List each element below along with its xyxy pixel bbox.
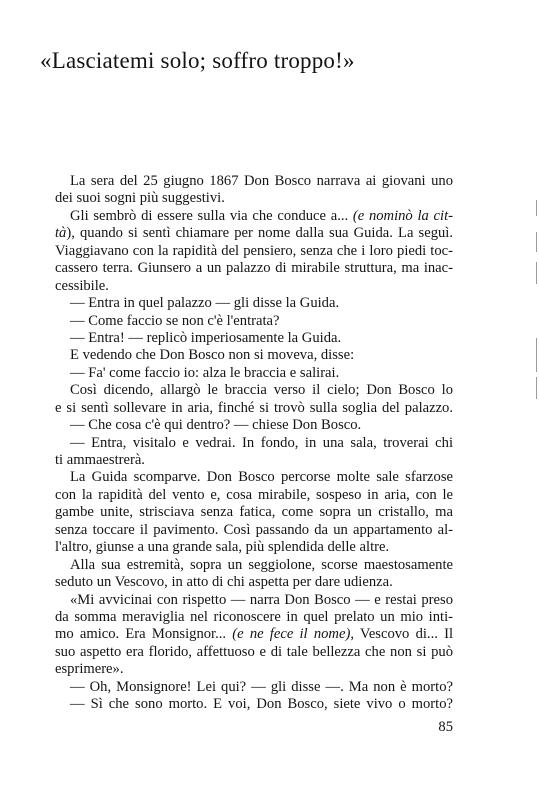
text-run: Viaggiavano con la rapidità del pensiero, senza che i loro piedi toc- xyxy=(55,242,453,259)
text-run: suo aspetto era florido, affettuoso e di tale bellezza che non si può xyxy=(55,643,453,660)
text-line xyxy=(55,365,453,382)
text-line xyxy=(55,260,453,277)
text-run: — Entra! — replicò imperiosamente la Guida. xyxy=(70,329,342,346)
text-line xyxy=(55,644,453,661)
text-run: E vedendo che Don Bosco non si moveva, disse: xyxy=(70,347,355,364)
text-run: — Oh, Monsignore! Lei qui? — gli disse —. Ma non è morto? xyxy=(70,678,453,695)
text-line xyxy=(55,417,453,434)
text-run: mo amico. Era Monsignor... xyxy=(55,626,233,643)
text-run: gambe unite, strisciava senza fatica, come sopra un cristallo, ma xyxy=(55,504,453,521)
text-line xyxy=(55,190,453,207)
text-line xyxy=(55,225,453,242)
text-line xyxy=(55,435,453,452)
text-run: seduto un Vescovo, in atto di chi aspetta per dare udienza. xyxy=(55,574,393,591)
text-run: Così dicendo, allargò le braccia verso il cielo; Don Bosco lo xyxy=(70,382,453,399)
text-run: dei suoi sogni più suggestivi. xyxy=(55,190,225,207)
text-run: — Entra in quel palazzo — gli disse la Guida. xyxy=(70,295,340,312)
text-line xyxy=(55,295,453,312)
italic-text: (e ne fece il nome) xyxy=(232,626,351,643)
text-run: La sera del 25 giugno 1867 Don Bosco narrava ai giovani uno xyxy=(70,173,453,189)
text-line xyxy=(55,452,453,469)
text-line xyxy=(55,679,453,696)
text-run: esprimere». xyxy=(55,661,124,678)
text-run: — Come faccio se non c'è l'entrata? xyxy=(70,312,280,329)
text-line xyxy=(55,696,453,713)
text-line xyxy=(55,557,453,574)
text-line xyxy=(55,539,453,556)
text-run: «Mi avvicinai con rispetto — narra Don Bosco — e restai preso xyxy=(70,591,453,608)
text-run: e si sentì sollevare in aria, finché si trovò sulla soglia del palazzo. xyxy=(55,399,453,416)
text-run: Gli sembrò di essere sulla via che conduce a... xyxy=(70,207,353,224)
text-line xyxy=(55,522,453,539)
text-line xyxy=(55,330,453,347)
text-line xyxy=(55,469,453,486)
text-run: — Entra, visitalo e vedrai. In fondo, in una sala, troverai chi xyxy=(70,434,453,451)
text-line xyxy=(55,574,453,591)
text-line xyxy=(55,173,453,190)
text-run: senza toccare il pavimento. Così passando da un appartamento al- xyxy=(55,521,453,538)
text-line xyxy=(55,278,453,295)
page-number: 85 xyxy=(438,719,453,735)
text-run: l'altro, giunse a una grande sala, più splendida delle altre. xyxy=(55,539,390,556)
body-text xyxy=(55,173,453,714)
text-line xyxy=(55,243,453,260)
text-run: con la rapidità del vento e, cosa mirabile, sospeso in aria, con le xyxy=(55,486,453,503)
italic-text: tà xyxy=(55,225,67,242)
text-run: — Fa' come faccio io: alza le braccia e salirai. xyxy=(70,364,340,381)
text-run: cassero terra. Giunsero a un palazzo di mirabile struttura, ma inac- xyxy=(55,260,453,277)
text-run: , Vescovo di... Il xyxy=(350,626,453,643)
text-run: cessibile. xyxy=(55,277,109,294)
text-line xyxy=(55,313,453,330)
text-run: Alla sua estremità, sopra un seggiolone, scorse maestosamente xyxy=(70,556,453,573)
text-line xyxy=(55,609,453,626)
text-run: ), quando si sentì chiamare per nome dalla sua Guida. La seguì. xyxy=(66,225,453,242)
text-line xyxy=(55,347,453,364)
text-run: da somma meraviglia nel riconoscere in quel prelato un mio inti- xyxy=(55,608,453,625)
text-line xyxy=(55,487,453,504)
italic-text: (e nominò la cit- xyxy=(352,207,453,224)
chapter-title: «Lasciatemi solo; soffro troppo!» xyxy=(40,48,355,73)
text-line xyxy=(55,400,453,417)
text-run: ti ammaestrerà. xyxy=(55,452,145,468)
text-run: — Che cosa c'è qui dentro? — chiese Don Bosco. xyxy=(70,417,362,434)
text-run: La Guida scomparve. Don Bosco percorse molte sale sfarzose xyxy=(70,469,453,486)
text-line xyxy=(55,661,453,678)
text-line xyxy=(55,208,453,225)
text-line xyxy=(55,626,453,643)
text-run: — Sì che sono morto. E voi, Don Bosco, siete vivo o morto? xyxy=(70,696,453,713)
text-line xyxy=(55,592,453,609)
text-line xyxy=(55,382,453,399)
text-line xyxy=(55,504,453,521)
